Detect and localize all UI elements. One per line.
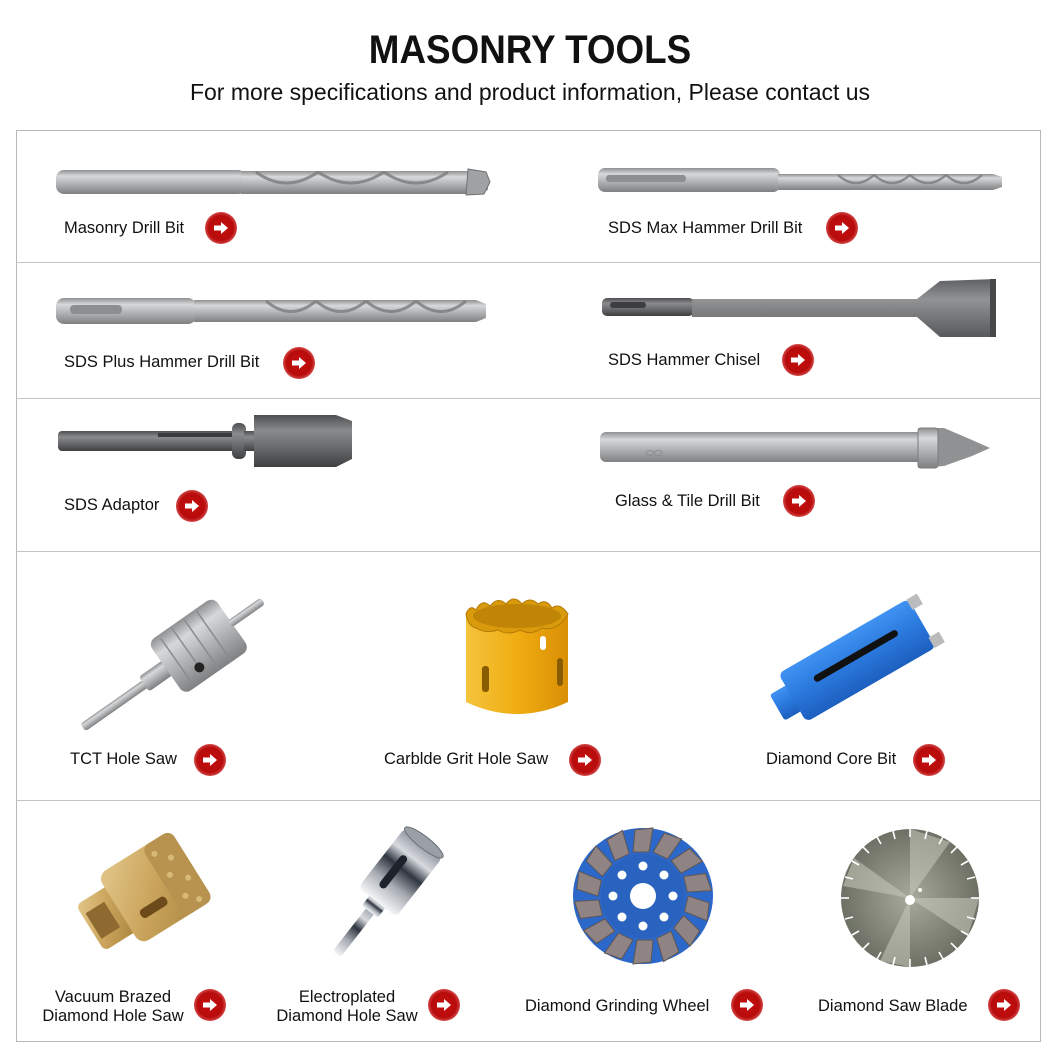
sds-max-drill-bit-image [598, 165, 1004, 195]
carbide-grit-hole-saw-image [462, 594, 572, 720]
product-label: Diamond Core Bit [766, 750, 897, 768]
sds-adaptor-image [58, 413, 354, 469]
arrow-right-icon[interactable] [731, 989, 763, 1021]
arrow-right-icon[interactable] [176, 490, 208, 522]
electroplated-hole-saw-image [322, 828, 442, 964]
masonry-drill-bit-image [56, 164, 492, 200]
product-label: SDS Max Hammer Drill Bit [608, 219, 803, 237]
arrow-right-icon[interactable] [194, 744, 226, 776]
product-label: SDS Plus Hammer Drill Bit [64, 353, 260, 371]
page-subtitle: For more specifications and product information, Please contact us [189, 79, 871, 105]
product-label: Diamond Grinding Wheel [525, 997, 710, 1015]
arrow-right-icon[interactable] [782, 344, 814, 376]
diamond-saw-blade-image [840, 828, 980, 968]
product-label: TCT Hole Saw [70, 750, 177, 768]
product-label: Diamond Saw Blade [818, 997, 968, 1015]
tct-hole-saw-image [82, 594, 282, 726]
glass-tile-drill-bit-image [600, 426, 990, 470]
diamond-core-bit-image [760, 594, 946, 720]
diamond-grinding-wheel-image [572, 826, 714, 966]
arrow-right-icon[interactable] [283, 347, 315, 379]
product-label: SDS Adaptor [64, 496, 160, 514]
row-divider [16, 262, 1041, 263]
arrow-right-icon[interactable] [569, 744, 601, 776]
arrow-right-icon[interactable] [205, 212, 237, 244]
vacuum-brazed-hole-saw-image [76, 826, 210, 962]
product-label: Masonry Drill Bit [64, 219, 185, 237]
arrow-right-icon[interactable] [988, 989, 1020, 1021]
sds-plus-drill-bit-image [56, 296, 490, 326]
row-divider [16, 398, 1041, 399]
row-divider [16, 551, 1041, 552]
arrow-right-icon[interactable] [913, 744, 945, 776]
product-label: Electroplated Diamond Hole Saw [276, 988, 418, 1025]
arrow-right-icon[interactable] [428, 989, 460, 1021]
page-title: MASONRY TOOLS [368, 28, 692, 72]
sds-hammer-chisel-image [602, 277, 998, 341]
product-label: Vacuum Brazed Diamond Hole Saw [42, 988, 184, 1025]
arrow-right-icon[interactable] [826, 212, 858, 244]
product-label: Carblde Grit Hole Saw [384, 750, 549, 768]
arrow-right-icon[interactable] [194, 989, 226, 1021]
row-divider [16, 800, 1041, 801]
product-label: SDS Hammer Chisel [608, 351, 761, 369]
product-label: Glass & Tile Drill Bit [615, 492, 760, 510]
arrow-right-icon[interactable] [783, 485, 815, 517]
